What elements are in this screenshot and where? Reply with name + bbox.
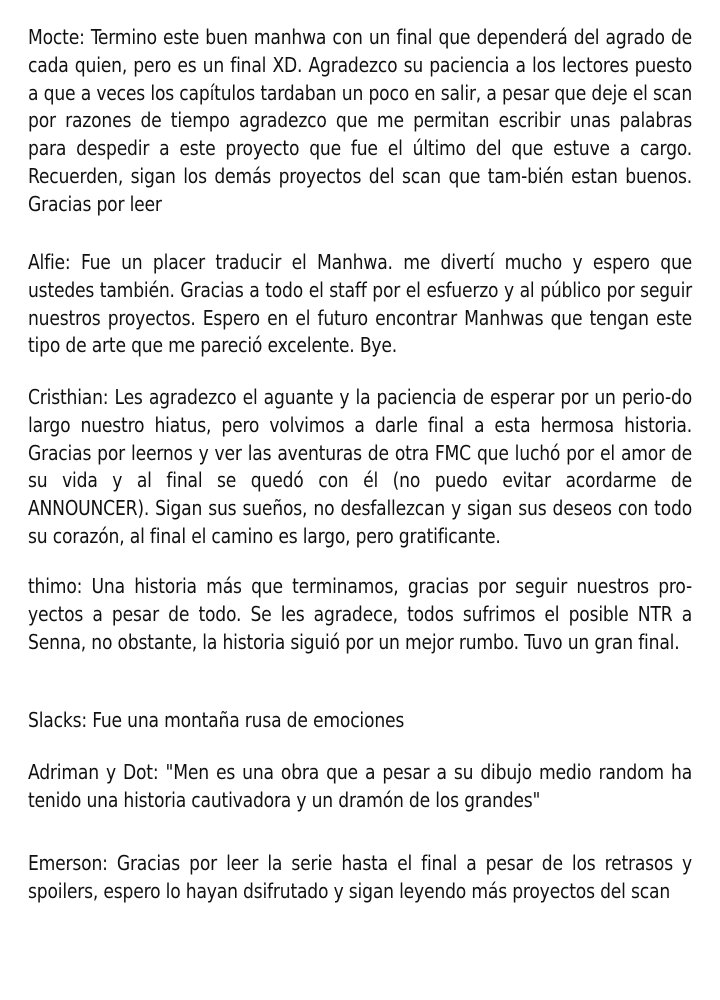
note-alfie [28,249,692,360]
speaker-name: Emerson: [28,851,108,875]
speaker-name: thimo: [28,574,83,598]
note-text: Una historia más que terminamos, gracias por seguir nuestros pro-yectos a pesar de todo. Se les agradece, todos sufrimos el posible NTR a Senna, no obstante, la historia siguió por un mejor rumbo. Tuvo un gran final. [28,574,693,654]
speaker-name: Cristhian: [28,385,109,409]
note-slacks [28,707,692,735]
speaker-name: Adriman y Dot: [28,760,159,784]
note-text: Fue una montaña rusa de emociones [92,708,405,732]
speaker-name: Slacks: [28,708,87,732]
note-text: "Men es una obra que a pesar a su dibujo medio random ha tenido una historia cautivadora y un dramón de los grandes" [28,760,693,812]
speaker-name: Alfie: [28,250,71,274]
note-adriman-dot [28,759,692,815]
note-text: Gracias por leer la serie hasta el final a pesar de los retrasos y spoilers, espero lo hayan dsifrutado y sigan leyendo más proyectos del scan [28,851,693,903]
note-mocte [28,24,692,219]
note-text: Les agradezco el aguante y la paciencia de esperar por un perio-do largo nuestro hiatus, pero volvimos a darle final a esta hermosa historia. Gracias por leernos y ver las aventuras de otra FMC que luchó por el amor de su vida y al final se quedó con él (no puedo evitar acordarme de ANNOUNCER). Sigan sus sueños, no desfallezcan y sigan sus deseos con todo su corazón, al final el camino es largo, pero gratificante. [28,385,693,548]
note-thimo [28,573,692,656]
speaker-name: Mocte: [28,25,85,49]
note-text: Termino este buen manhwa con un final que dependerá del agrado de cada quien, pero es un final XD. Agradezco su paciencia a los lectores puesto a que a veces los capítulos tardaban un poco en salir, a pesar que deje el scan por razones de tiempo agradezco que me permitan escribir unas palabras para despedir a este proyecto que fue el último del que estuve a cargo. Recuerden, sigan los demás proyectos del scan que tam-bién estan buenos. Gracias por leer [28,25,693,216]
note-cristhian [28,384,692,551]
note-text: Fue un placer traducir el Manhwa. me divertí mucho y espero que ustedes también. Gracias a todo el staff por el esfuerzo y al público por seguir nuestros proyectos. Espero en el futuro encontrar Manhwas que tengan este tipo de arte que me pareció excelente. Bye. [28,250,693,358]
note-emerson [28,850,692,906]
